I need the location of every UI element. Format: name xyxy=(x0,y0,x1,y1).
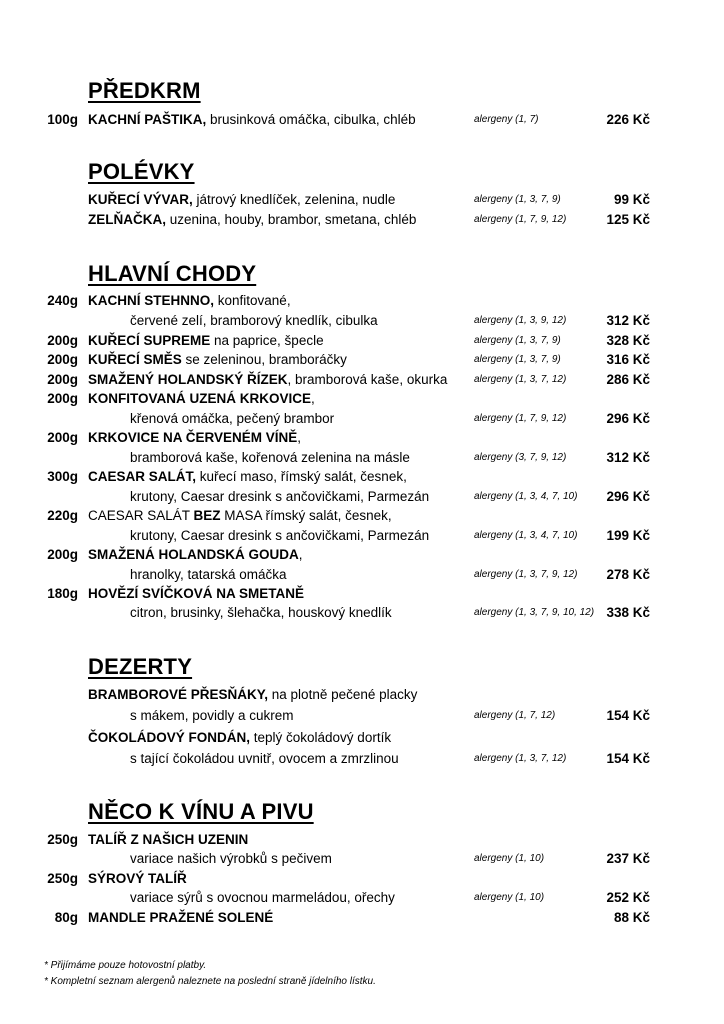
menu-item-bramborove-presnaky-line2 xyxy=(0,707,724,725)
menu-item-caesar-salat xyxy=(0,468,724,486)
menu-item-kachni-pastika xyxy=(0,111,724,129)
item-name: MANDLE PRAŽENÉ SOLENÉ xyxy=(88,910,274,925)
item-allergens: alergeny (1, 7, 9, 12) xyxy=(474,413,567,424)
item-desc-line2: s tající čokoládou uvnitř, ovocem a zmrzlinou xyxy=(130,751,399,766)
item-name: SMAŽENÁ HOLANDSKÁ GOUDA xyxy=(88,547,299,562)
item-allergens: alergeny (1, 7, 9, 12) xyxy=(474,214,567,225)
item-desc-line2: bramborová kaše, kořenová zelenina na másle xyxy=(130,450,410,465)
item-weight: 220g xyxy=(47,508,78,523)
item-weight: 250g xyxy=(47,832,78,847)
item-price: 154 Kč xyxy=(606,708,650,723)
item-allergens: alergeny (1, 3, 7, 9) xyxy=(474,335,561,346)
item-name: KUŘECÍ VÝVAR, xyxy=(88,192,193,207)
item-desc: kuřecí maso, římský salát, česnek, xyxy=(196,469,407,484)
item-desc: brusinková omáčka, cibulka, chléb xyxy=(206,112,416,127)
item-text xyxy=(88,390,315,408)
item-price: 237 Kč xyxy=(606,851,650,866)
item-allergens: alergeny (1, 3, 4, 7, 10) xyxy=(474,530,578,541)
item-weight: 200g xyxy=(47,430,78,445)
section-title-hlavni-chody: HLAVNÍ CHODY xyxy=(88,261,257,286)
menu-item-talir-uzenin-line2 xyxy=(0,850,724,868)
item-text xyxy=(88,292,291,310)
item-allergens: alergeny (1, 3, 7, 9, 10, 12) xyxy=(474,607,595,618)
item-price: 296 Kč xyxy=(606,489,650,504)
item-name: CAESAR SALÁT, xyxy=(88,469,197,484)
item-weight: 180g xyxy=(47,586,78,601)
item-text xyxy=(88,468,407,486)
item-name: SMAŽENÝ HOLANDSKÝ ŘÍZEK xyxy=(88,372,288,387)
menu-item-zelnacka xyxy=(0,211,724,229)
item-name: BRAMBOROVÉ PŘESŇÁKY, xyxy=(88,687,269,702)
item-desc: , xyxy=(311,391,315,406)
item-desc-line2: variace sýrů s ovocnou marmeládou, ořechy xyxy=(130,890,395,905)
item-name: KONFITOVANÁ UZENÁ KRKOVICE xyxy=(88,391,312,406)
item-desc: játrový knedlíček, zelenina, nudle xyxy=(192,192,396,207)
item-name: SÝROVÝ TALÍŘ xyxy=(88,871,187,886)
item-text xyxy=(88,870,187,888)
item-price: 286 Kč xyxy=(606,372,650,387)
item-name: HOVĚZÍ SVÍČKOVÁ NA SMETANĚ xyxy=(88,586,305,601)
item-name: ZELŇAČKA, xyxy=(88,212,166,227)
item-text xyxy=(88,332,324,350)
item-price: 226 Kč xyxy=(606,112,650,127)
menu-item-smazena-holandska-gouda xyxy=(0,546,724,564)
menu-item-krkovice-na-cervenem-vine-line2 xyxy=(0,449,724,467)
menu-item-kachni-stehno-line2 xyxy=(0,312,724,330)
item-allergens: alergeny (1, 3, 7, 9) xyxy=(474,194,561,205)
item-name-prefix: CAESAR SALÁT xyxy=(88,508,194,523)
item-text xyxy=(88,686,417,704)
item-price: 88 Kč xyxy=(613,910,650,925)
item-allergens: alergeny (1, 7, 12) xyxy=(474,710,556,721)
item-desc: , xyxy=(297,430,302,445)
item-text xyxy=(88,211,416,229)
item-allergens: alergeny (1, 10) xyxy=(474,892,545,903)
item-desc: se zeleninou, bramboráčky xyxy=(181,352,347,367)
item-weight: 200g xyxy=(47,352,78,367)
menu-item-caesar-salat-bez-masa xyxy=(0,507,724,525)
item-weight: 250g xyxy=(47,871,78,886)
item-price: 154 Kč xyxy=(606,751,650,766)
menu-item-konfitovana-krkovice xyxy=(0,390,724,408)
item-desc-line2: křenová omáčka, pečený brambor xyxy=(130,411,335,426)
item-desc-line2: krutony, Caesar dresink s ančovičkami, Parmezán xyxy=(130,528,430,543)
menu-item-syrovy-talir-line2 xyxy=(0,889,724,907)
item-price: 312 Kč xyxy=(606,450,650,465)
item-text xyxy=(88,909,273,927)
item-weight: 200g xyxy=(47,391,78,406)
menu-item-talir-uzenin xyxy=(0,831,724,849)
menu-item-cokoladovy-fondan xyxy=(0,729,724,747)
item-text xyxy=(88,111,416,129)
item-name: KRKOVICE NA ČERVENÉM VÍNĚ xyxy=(88,430,298,445)
item-desc: na paprice, špecle xyxy=(210,333,324,348)
item-name: KUŘECÍ SMĚS xyxy=(88,352,182,367)
item-allergens: alergeny (1, 3, 9, 12) xyxy=(474,315,567,326)
menu-item-syrovy-talir xyxy=(0,870,724,888)
item-text xyxy=(88,729,391,747)
item-desc: , xyxy=(298,547,303,562)
item-desc-line2: krutony, Caesar dresink s ančovičkami, Parmezán xyxy=(130,489,430,504)
item-price: 99 Kč xyxy=(613,192,650,207)
item-desc: konfitované, xyxy=(214,293,291,308)
item-price: 296 Kč xyxy=(606,411,650,426)
item-price: 125 Kč xyxy=(606,212,650,227)
item-weight: 100g xyxy=(47,112,78,127)
item-allergens: alergeny (1, 3, 7, 12) xyxy=(474,374,567,385)
item-name: KACHNÍ STEHNNO, xyxy=(88,293,215,308)
item-weight: 200g xyxy=(47,547,78,562)
menu-item-kachni-stehno xyxy=(0,292,724,310)
item-weight: 200g xyxy=(47,333,78,348)
item-allergens: alergeny (1, 7) xyxy=(474,114,539,125)
menu-item-bramborove-presnaky xyxy=(0,686,724,704)
item-allergens: alergeny (1, 10) xyxy=(474,853,545,864)
item-allergens: alergeny (1, 3, 7, 9, 12) xyxy=(474,569,578,580)
item-desc-line2: s mákem, povidly a cukrem xyxy=(130,708,294,723)
item-desc: teplý čokoládový dortík xyxy=(250,730,392,745)
item-weight: 200g xyxy=(47,372,78,387)
item-text xyxy=(88,831,248,849)
item-name: KUŘECÍ SUPREME xyxy=(88,333,211,348)
item-text xyxy=(88,585,304,603)
item-desc-line2: hranolky, tatarská omáčka xyxy=(130,567,287,582)
item-weight: 300g xyxy=(47,469,78,484)
menu-item-caesar-salat-bez-masa-line2 xyxy=(0,527,724,545)
item-text xyxy=(88,507,392,525)
item-allergens: alergeny (3, 7, 9, 12) xyxy=(474,452,567,463)
menu-item-smazeny-holandsky-rizek xyxy=(0,371,724,389)
item-allergens: alergeny (1, 3, 4, 7, 10) xyxy=(474,491,578,502)
menu-item-konfitovana-krkovice-line2 xyxy=(0,410,724,428)
item-text xyxy=(88,191,395,209)
item-text xyxy=(88,546,303,564)
section-title-predkrm: PŘEDKRM xyxy=(88,78,201,103)
item-price: 312 Kč xyxy=(606,313,650,328)
item-desc-line2: variace našich výrobků s pečivem xyxy=(130,851,332,866)
footnote-allergens: * Kompletní seznam alergenů naleznete na poslední straně jídelního lístku. xyxy=(44,976,376,987)
item-name: TALÍŘ Z NAŠICH UZENIN xyxy=(88,832,249,847)
menu-item-hovezi-svickova-line2 xyxy=(0,604,724,622)
item-price: 328 Kč xyxy=(606,333,650,348)
item-text xyxy=(88,371,447,389)
item-desc: , bramborová kaše, okurka xyxy=(287,372,448,387)
menu-item-kureci-supreme xyxy=(0,332,724,350)
item-desc-line2: citron, brusinky, šlehačka, houskový knedlík xyxy=(130,605,392,620)
menu-item-smazena-holandska-gouda-line2 xyxy=(0,566,724,584)
section-title-polevky: POLÉVKY xyxy=(88,159,195,184)
item-text xyxy=(88,351,347,369)
item-name: KACHNÍ PAŠTIKA, xyxy=(88,112,207,127)
item-price: 338 Kč xyxy=(606,605,650,620)
menu-item-hovezi-svickova xyxy=(0,585,724,603)
section-title-dezerty: DEZERTY xyxy=(88,654,193,679)
item-desc: na plotně pečené placky xyxy=(268,687,418,702)
item-desc-line2: červené zelí, bramborový knedlík, cibulka xyxy=(130,313,378,328)
menu-item-mandle xyxy=(0,909,724,927)
item-allergens: alergeny (1, 3, 7, 9) xyxy=(474,354,561,365)
item-name: BEZ xyxy=(193,508,221,523)
item-weight: 80g xyxy=(54,910,78,925)
menu-item-krkovice-na-cervenem-vine xyxy=(0,429,724,447)
item-price: 316 Kč xyxy=(606,352,650,367)
item-weight: 240g xyxy=(47,293,78,308)
section-title-neco-k-vinu: NĚCO K VÍNU A PIVU xyxy=(88,799,314,824)
item-desc: MASA římský salát, česnek, xyxy=(220,508,392,523)
menu-item-cokoladovy-fondan-line2 xyxy=(0,750,724,768)
item-text xyxy=(88,429,301,447)
item-price: 278 Kč xyxy=(606,567,650,582)
item-price: 199 Kč xyxy=(606,528,650,543)
item-price: 252 Kč xyxy=(606,890,650,905)
menu-item-kureci-vyvar xyxy=(0,191,724,209)
item-name: ČOKOLÁDOVÝ FONDÁN, xyxy=(88,730,250,745)
item-allergens: alergeny (1, 3, 7, 12) xyxy=(474,753,567,764)
footnote-payment: * Přijímáme pouze hotovostní platby. xyxy=(44,960,207,971)
item-desc: uzenina, houby, brambor, smetana, chléb xyxy=(166,212,417,227)
menu-item-kureci-smes xyxy=(0,351,724,369)
menu-item-caesar-salat-line2 xyxy=(0,488,724,506)
